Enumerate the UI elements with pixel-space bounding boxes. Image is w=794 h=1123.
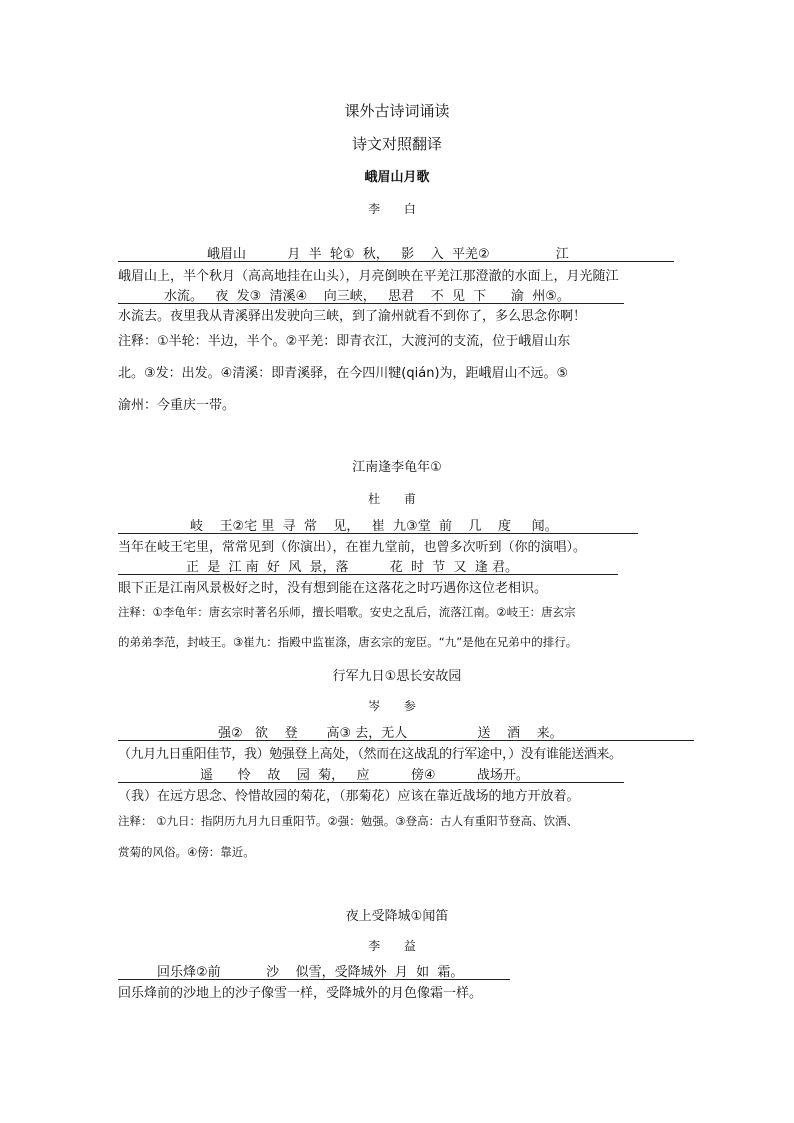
poem-title: 行军九日①思长安故园 <box>332 669 462 684</box>
poem-original-line: 遥 怜 故 园 菊， 应 傍④ 战场开。 <box>200 768 529 783</box>
note-line: 注释： ①九日：指阴历九月九日重阳节。②强：勉强。③登高：古人有重阳节登高、饮酒、 <box>118 814 579 828</box>
poem-author: 杜 甫 <box>368 492 426 506</box>
poem-author: 李 白 <box>368 202 426 216</box>
note-line: 的弟弟李范，封岐王。③崔九：指殿中监崔涤，唐玄宗的宠臣。“九”是他在兄弟中的排行。 <box>118 635 578 649</box>
note-line: 北。③发：出发。④清溪：即青溪驿，在今四川犍(qián)为，距峨眉山不远。⑤ <box>118 366 569 381</box>
poem-original-line: 强② 欲 登 高③ 去，无人 送 酒 来。 <box>218 726 563 741</box>
poem-original-line: 岐 王②宅 里 寻 常 见， 崔 九③堂 前 几 度 闻。 <box>190 519 558 534</box>
poem-author: 岑 参 <box>368 699 426 713</box>
poem-title: 江南逢李龟年① <box>352 460 442 475</box>
poem-original-line: 峨眉山 月 半 轮① 秋， 影 入 平羌② 江 <box>207 247 569 262</box>
page-subtitle: 诗文对照翻译 <box>351 135 442 153</box>
line-divider <box>118 303 624 304</box>
line-divider <box>118 740 694 741</box>
note-line: 注释：①李龟年：唐玄宗时著名乐师，擅长唱歌。安史之乱后，流落江南。②岐王：唐玄宗 <box>118 605 576 619</box>
poem-author: 李 益 <box>368 939 426 953</box>
poem-title: 峨眉山月歌 <box>364 170 430 185</box>
page-title: 课外古诗词诵读 <box>344 102 450 120</box>
poem-original-line: 正 是 江 南 好 风 景，落 花 时 节 又 逢 君。 <box>186 560 518 575</box>
poem-translation-line: 峨眉山上，半个秋月（高高地挂在山头），月亮倒映在平羌江那澄澈的水面上，月光随江 <box>118 269 619 284</box>
line-divider <box>118 782 624 783</box>
poem-translation-line: 回乐烽前的沙地上的沙子像雪一样，受降城外的月色像霜一样。 <box>118 986 483 1001</box>
poem-translation-line: 水流去。夜里我从青溪驿出发驶向三峡，到了渝州就看不到你了，多么思念你啊！ <box>118 309 587 324</box>
note-line: 渝州：今重庆一带。 <box>118 398 236 413</box>
line-divider <box>118 261 674 262</box>
note-line: 注释：①半轮：半边，半个。②平羌：即青衣江，大渡河的支流，位于峨眉山东 <box>118 334 571 349</box>
poem-original-line: 水流。 夜 发③ 清溪④ 向三峡， 思君 不 见 下 渝 州⑤。 <box>164 289 570 304</box>
line-divider <box>118 533 638 534</box>
poem-translation-line: 当年在岐王宅里，常常见到（你演出），在崔九堂前，也曾多次听到（你的演唱）。 <box>118 540 587 555</box>
line-divider <box>118 979 510 980</box>
poem-translation-line: 眼下正是江南风景极好之时，没有想到能在这落花之时巧遇你这位老相识。 <box>118 581 548 596</box>
poem-translation-line: （九月九日重阳佳节，我）勉强登上高处，（然而在这战乱的行军途中，）没有谁能送酒来。 <box>118 747 622 762</box>
poem-translation-line: （我）在远方思念、怜惜故园的菊花，（那菊花）应该在靠近战场的地方开放着。 <box>118 789 580 804</box>
note-line: 赏菊的风俗。④傍：靠近。 <box>118 845 255 859</box>
poem-title: 夜上受降城①闻笛 <box>345 909 449 924</box>
poem-original-line: 回乐烽②前 沙 似雪，受降城外 月 如 霜。 <box>157 965 464 980</box>
line-divider <box>118 574 618 575</box>
